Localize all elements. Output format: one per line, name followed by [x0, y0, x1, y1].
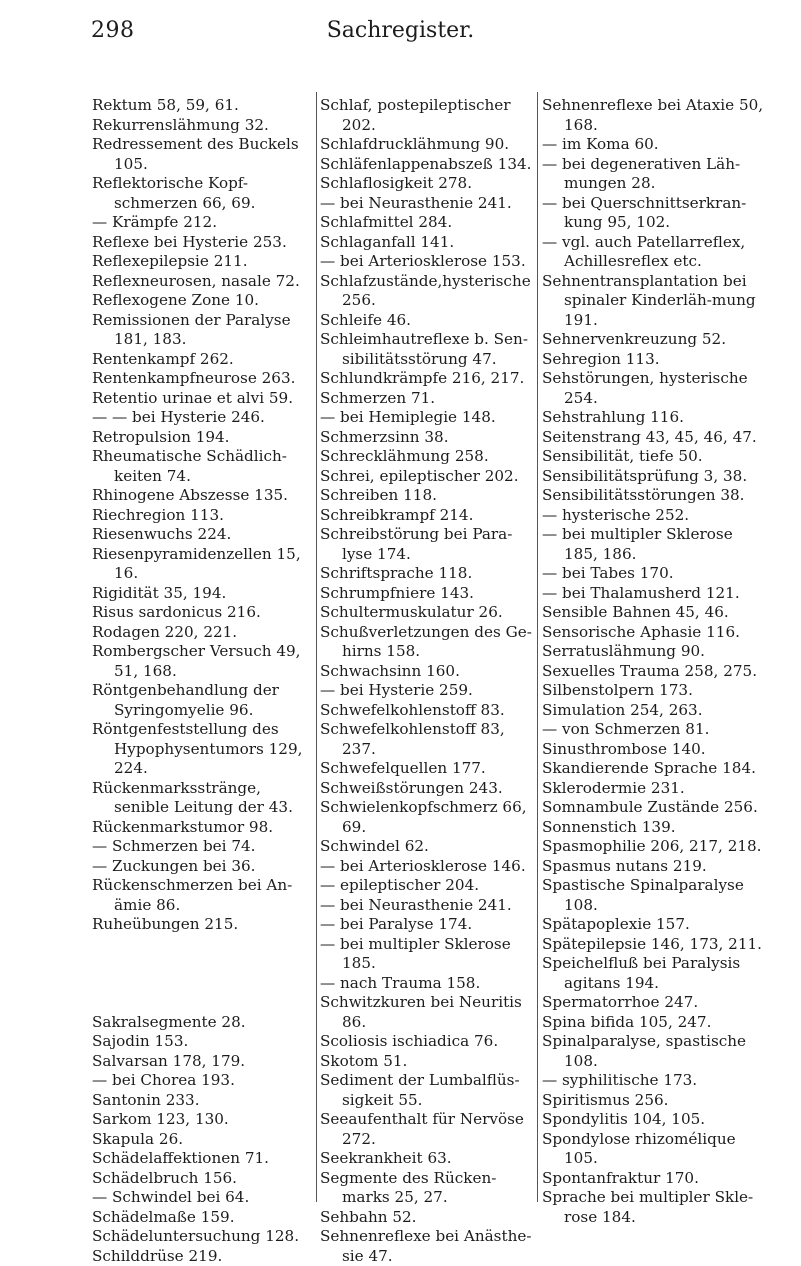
index-entry: Spondylitis 104, 105.: [542, 1110, 764, 1130]
index-entry: Schriftsprache 118.: [320, 564, 538, 584]
index-entry: Schußverletzungen des Ge-hirns 158.: [320, 623, 538, 662]
index-entry: Spontanfraktur 170.: [542, 1169, 764, 1189]
index-entry: Rektum 58, 59, 61.: [92, 96, 317, 116]
index-entry: Rückenmarksstränge, senible Leitung der 43.: [92, 779, 317, 818]
index-entry: — im Koma 60.: [542, 135, 764, 155]
index-entry: Schleife 46.: [320, 311, 538, 331]
index-entry: — Krämpfe 212.: [92, 213, 317, 233]
index-entry: Riechregion 113.: [92, 506, 317, 526]
index-entry: Reflexe bei Hysterie 253.: [92, 233, 317, 253]
index-entry: Schädeluntersuchung 128.: [92, 1227, 317, 1247]
index-entry: Retentio urinae et alvi 59.: [92, 389, 317, 409]
index-entry: Sediment der Lumbalflüs-sigkeit 55.: [320, 1071, 538, 1110]
index-entry: Schlaganfall 141.: [320, 233, 538, 253]
index-entry: Rückenschmerzen bei An-ämie 86.: [92, 876, 317, 915]
index-entry: Spätapoplexie 157.: [542, 915, 764, 935]
index-entry: — bei multipler Sklerose 185, 186.: [542, 525, 764, 564]
index-entry: Sehbahn 52.: [320, 1208, 538, 1228]
index-column-1: [92, 96, 317, 1266]
index-entry: Reflexogene Zone 10.: [92, 291, 317, 311]
index-entry: Skotom 51.: [320, 1052, 538, 1072]
index-entry: Spastische Spinalparalyse 108.: [542, 876, 764, 915]
index-entry: Rekurrenslähmung 32.: [92, 116, 317, 136]
section-gap: [92, 935, 317, 1013]
index-entry: Schwefelquellen 177.: [320, 759, 538, 779]
index-entry: Reflektorische Kopf-schmerzen 66, 69.: [92, 174, 317, 213]
index-entry: Spondylose rhizomélique 105.: [542, 1130, 764, 1169]
index-entry: Santonin 233.: [92, 1091, 317, 1111]
index-entry: Sensible Bahnen 45, 46.: [542, 603, 764, 623]
index-entry: Röntgenfeststellung des Hypophysentumors 129, 224.: [92, 720, 317, 779]
index-entry: — bei Arteriosklerose 146.: [320, 857, 538, 877]
index-entry: Sensibilitätsstörungen 38.: [542, 486, 764, 506]
index-entry: Schläfenlappenabszeß 134.: [320, 155, 538, 175]
index-entry: Sehstrahlung 116.: [542, 408, 764, 428]
index-entry: Rheumatische Schädlich-keiten 74.: [92, 447, 317, 486]
index-entry: Sensibilität, tiefe 50.: [542, 447, 764, 467]
index-column-2: [320, 96, 538, 1266]
index-column-3: [542, 96, 764, 1227]
index-entry: Risus sardonicus 216.: [92, 603, 317, 623]
index-entry: Rückenmarkstumor 98.: [92, 818, 317, 838]
index-entry: Schlafmittel 284.: [320, 213, 538, 233]
index-entry: Seeaufenthalt für Nervöse 272.: [320, 1110, 538, 1149]
index-entry: Schleimhautreflexe b. Sen-sibilitätsstörung 47.: [320, 330, 538, 369]
index-entry: Schwefelkohlenstoff 83, 237.: [320, 720, 538, 759]
index-entry: Sexuelles Trauma 258, 275.: [542, 662, 764, 682]
index-entry: Schädelbruch 156.: [92, 1169, 317, 1189]
index-entry: Retropulsion 194.: [92, 428, 317, 448]
index-entry: Spiritismus 256.: [542, 1091, 764, 1111]
index-entry: Simulation 254, 263.: [542, 701, 764, 721]
index-entry: Rodagen 220, 221.: [92, 623, 317, 643]
index-entry: Schultermuskulatur 26.: [320, 603, 538, 623]
index-entry: Schwindel 62.: [320, 837, 538, 857]
index-entry: Schrecklähmung 258.: [320, 447, 538, 467]
index-entry: Redressement des Buckels 105.: [92, 135, 317, 174]
index-entry: Seekrankheit 63.: [320, 1149, 538, 1169]
index-entry: Schlundkrämpfe 216, 217.: [320, 369, 538, 389]
index-entry: — bei Querschnittserkran-kung 95, 102.: [542, 194, 764, 233]
index-entry: Sinusthrombose 140.: [542, 740, 764, 760]
index-entry: Rentenkampfneurose 263.: [92, 369, 317, 389]
index-entry: Schmerzen 71.: [320, 389, 538, 409]
index-entry: Reflexneurosen, nasale 72.: [92, 272, 317, 292]
index-entry: — syphilitische 173.: [542, 1071, 764, 1091]
index-entry: Sehnentransplantation bei spinaler Kinderläh-mung 191.: [542, 272, 764, 331]
index-entry: Sehstörungen, hysterische 254.: [542, 369, 764, 408]
index-entry: Sklerodermie 231.: [542, 779, 764, 799]
index-entry: Schrei, epileptischer 202.: [320, 467, 538, 487]
index-entry: Sehnenreflexe bei Ataxie 50, 168.: [542, 96, 764, 135]
index-entry: Skandierende Sprache 184.: [542, 759, 764, 779]
index-entry: Sajodin 153.: [92, 1032, 317, 1052]
index-entry: Scoliosis ischiadica 76.: [320, 1032, 538, 1052]
index-entry: Röntgenbehandlung der Syringomyelie 96.: [92, 681, 317, 720]
index-entry: — bei Thalamusherd 121.: [542, 584, 764, 604]
index-entry: Sehnenreflexe bei Anästhe-sie 47.: [320, 1227, 538, 1266]
index-entry: Schreibkrampf 214.: [320, 506, 538, 526]
index-entry: Spasmophilie 206, 217, 218.: [542, 837, 764, 857]
index-entry: Rentenkampf 262.: [92, 350, 317, 370]
index-entry: Sonnenstich 139.: [542, 818, 764, 838]
index-entry: — von Schmerzen 81.: [542, 720, 764, 740]
index-entry: Sakralsegmente 28.: [92, 1013, 317, 1033]
index-entry: — Zuckungen bei 36.: [92, 857, 317, 877]
index-entry: Reflexepilepsie 211.: [92, 252, 317, 272]
index-entry: Sensibilitätsprüfung 3, 38.: [542, 467, 764, 487]
index-entry: Skapula 26.: [92, 1130, 317, 1150]
index-entry: — — bei Hysterie 246.: [92, 408, 317, 428]
index-entry: Spinalparalyse, spastische 108.: [542, 1032, 764, 1071]
index-entry: Sehregion 113.: [542, 350, 764, 370]
index-entry: Schlafzustände,hysterische 256.: [320, 272, 538, 311]
index-entry: Schreiben 118.: [320, 486, 538, 506]
index-entry: — bei Hysterie 259.: [320, 681, 538, 701]
index-entry: — vgl. auch Patellarreflex, Achillesreflex etc.: [542, 233, 764, 272]
index-entry: Spätepilepsie 146, 173, 211.: [542, 935, 764, 955]
running-head: Sachregister.: [0, 18, 801, 43]
index-entry: Rhinogene Abszesse 135.: [92, 486, 317, 506]
index-entry: Spina bifida 105, 247.: [542, 1013, 764, 1033]
index-entry: Schweißstörungen 243.: [320, 779, 538, 799]
index-entry: Schwachsinn 160.: [320, 662, 538, 682]
index-entry: Schlaf, postepileptischer 202.: [320, 96, 538, 135]
index-entry: Sehnervenkreuzung 52.: [542, 330, 764, 350]
index-entry: Rigidität 35, 194.: [92, 584, 317, 604]
page-number: 298: [91, 18, 135, 43]
index-entry: Rombergscher Versuch 49, 51, 168.: [92, 642, 317, 681]
index-entry: Schilddrüse 219.: [92, 1247, 317, 1266]
index-entry: Silbenstolpern 173.: [542, 681, 764, 701]
index-entry: — bei Neurasthenie 241.: [320, 194, 538, 214]
index-entry: Spasmus nutans 219.: [542, 857, 764, 877]
index-entry: Spermatorrhoe 247.: [542, 993, 764, 1013]
index-entry: Schlafdrucklähmung 90.: [320, 135, 538, 155]
index-entry: Schrumpfniere 143.: [320, 584, 538, 604]
index-entry: — bei Neurasthenie 241.: [320, 896, 538, 916]
index-entry: Serratuslähmung 90.: [542, 642, 764, 662]
index-entry: — bei Chorea 193.: [92, 1071, 317, 1091]
index-entry: Riesenwuchs 224.: [92, 525, 317, 545]
index-entry: — bei Arteriosklerose 153.: [320, 252, 538, 272]
index-entry: Remissionen der Paralyse 181, 183.: [92, 311, 317, 350]
index-entry: — nach Trauma 158.: [320, 974, 538, 994]
index-entry: — Schwindel bei 64.: [92, 1188, 317, 1208]
index-entry: Schwielenkopfschmerz 66, 69.: [320, 798, 538, 837]
index-entry: — bei Paralyse 174.: [320, 915, 538, 935]
index-entry: — bei Hemiplegie 148.: [320, 408, 538, 428]
index-entry: Sprache bei multipler Skle-rose 184.: [542, 1188, 764, 1227]
index-entry: Somnambule Zustände 256.: [542, 798, 764, 818]
index-entry: Schwefelkohlenstoff 83.: [320, 701, 538, 721]
index-entry: Schwitzkuren bei Neuritis 86.: [320, 993, 538, 1032]
index-entry: — bei Tabes 170.: [542, 564, 764, 584]
index-entry: — bei degenerativen Läh-mungen 28.: [542, 155, 764, 194]
index-entry: Schädelmaße 159.: [92, 1208, 317, 1228]
index-entry: Seitenstrang 43, 45, 46, 47.: [542, 428, 764, 448]
index-entry: Schlaflosigkeit 278.: [320, 174, 538, 194]
index-entry: Riesenpyramidenzellen 15, 16.: [92, 545, 317, 584]
index-entry: — Schmerzen bei 74.: [92, 837, 317, 857]
index-entry: Schmerzsinn 38.: [320, 428, 538, 448]
index-entry: Sensorische Aphasie 116.: [542, 623, 764, 643]
index-entry: — epileptischer 204.: [320, 876, 538, 896]
index-entry: Schreibstörung bei Para-lyse 174.: [320, 525, 538, 564]
index-entry: Sarkom 123, 130.: [92, 1110, 317, 1130]
index-entry: Speichelfluß bei Paralysis agitans 194.: [542, 954, 764, 993]
index-entry: Ruheübungen 215.: [92, 915, 317, 935]
index-entry: — bei multipler Sklerose 185.: [320, 935, 538, 974]
index-entry: Segmente des Rücken-marks 25, 27.: [320, 1169, 538, 1208]
index-entry: Salvarsan 178, 179.: [92, 1052, 317, 1072]
index-entry: Schädelaffektionen 71.: [92, 1149, 317, 1169]
index-entry: — hysterische 252.: [542, 506, 764, 526]
